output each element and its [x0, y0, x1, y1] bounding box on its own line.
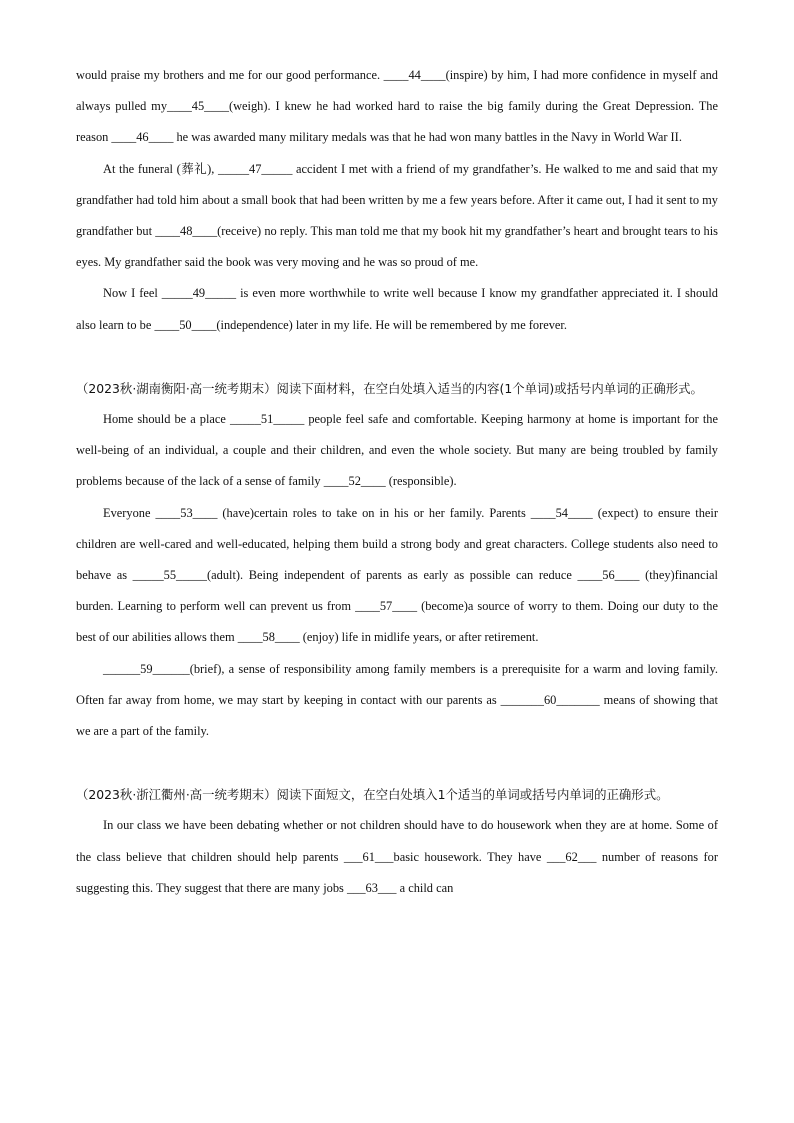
paragraph-passage-b-1: Home should be a place _____51_____ people feel safe and comfortable. Keeping harmony at home is important for the well-being of an individual, a couple and their children, and even the whole society. But many are being troubled by family problems because of the lack of a sense of family ____52____ (responsible). [76, 412, 718, 489]
paragraph-passage-a-2: At the funeral (葬礼), _____47_____ accident I met with a friend of my grandfather’s. He walked to me and said that my grandfather had told him about a small book that had been written by me a few years before. After it came out, I had it sent to my grandfather but ____48____(receive) no reply. This man told me that my book hit my grandfather’s heart and brought tears to his eyes. My grandfather said the book was very moving and he was so proud of me. [76, 161, 718, 270]
document-body [76, 60, 718, 904]
paragraph-passage-b-2: Everyone ____53____ (have)certain roles to take on in his or her family. Parents ____54____ (expect) to ensure their children are well-cared and well-educated, helping them build a strong body and great characters. College students also need to behave as _____55_____(adult). Being independent of parents as early as possible can reduce ____56____ (they)financial burden. Learning to perform well can prevent us from ____57____ (become)a source of worry to them. Doing our duty to the best of our abilities allows them ____58____ (enjoy) life in midlife years, or after retirement. [76, 505, 718, 645]
section-gap [76, 341, 718, 361]
paragraph-passage-c-1: In our class we have been debating whether or not children should have to do housework when they are at home. Some of the class believe that children should help parents ___61___basic housework. They have ___62___ number of reasons for suggesting this. They suggest that there are many jobs ___63___ a child can [76, 818, 718, 895]
section-heading-quzhou: （2023秋·浙江衢州·高一统考期末）阅读下面短文，在空白处填入1个适当的单词或括号内单词的正确形式。 [76, 787, 669, 803]
paragraph-passage-a-3: Now I feel _____49_____ is even more worthwhile to write well because I know my grandfather appreciated it. I should also learn to be ____50____(independence) later in my life. He will be remembered by me forever. [76, 286, 718, 332]
section-heading-hengyang: （2023秋·湖南衡阳·高一统考期末）阅读下面材料，在空白处填入适当的内容(1个单词)或括号内单词的正确形式。 [76, 380, 703, 396]
paragraph-passage-a-1: would praise my brothers and me for our good performance. ____44____(inspire) by him, I had more confidence in myself and always pulled my____45____(weigh). I knew he had worked hard to raise the big family during the Great Depression. The reason ____46____ he was awarded many military medals was that he had won many battles in the Navy in World War II. [76, 68, 718, 145]
section-gap [76, 747, 718, 767]
paragraph-passage-b-3: ______59______(brief), a sense of responsibility among family members is a prerequisite for a warm and loving family. Often far away from home, we may start by keeping in contact with our parents as _______60_______ means of showing that we are a part of the family. [76, 661, 718, 739]
